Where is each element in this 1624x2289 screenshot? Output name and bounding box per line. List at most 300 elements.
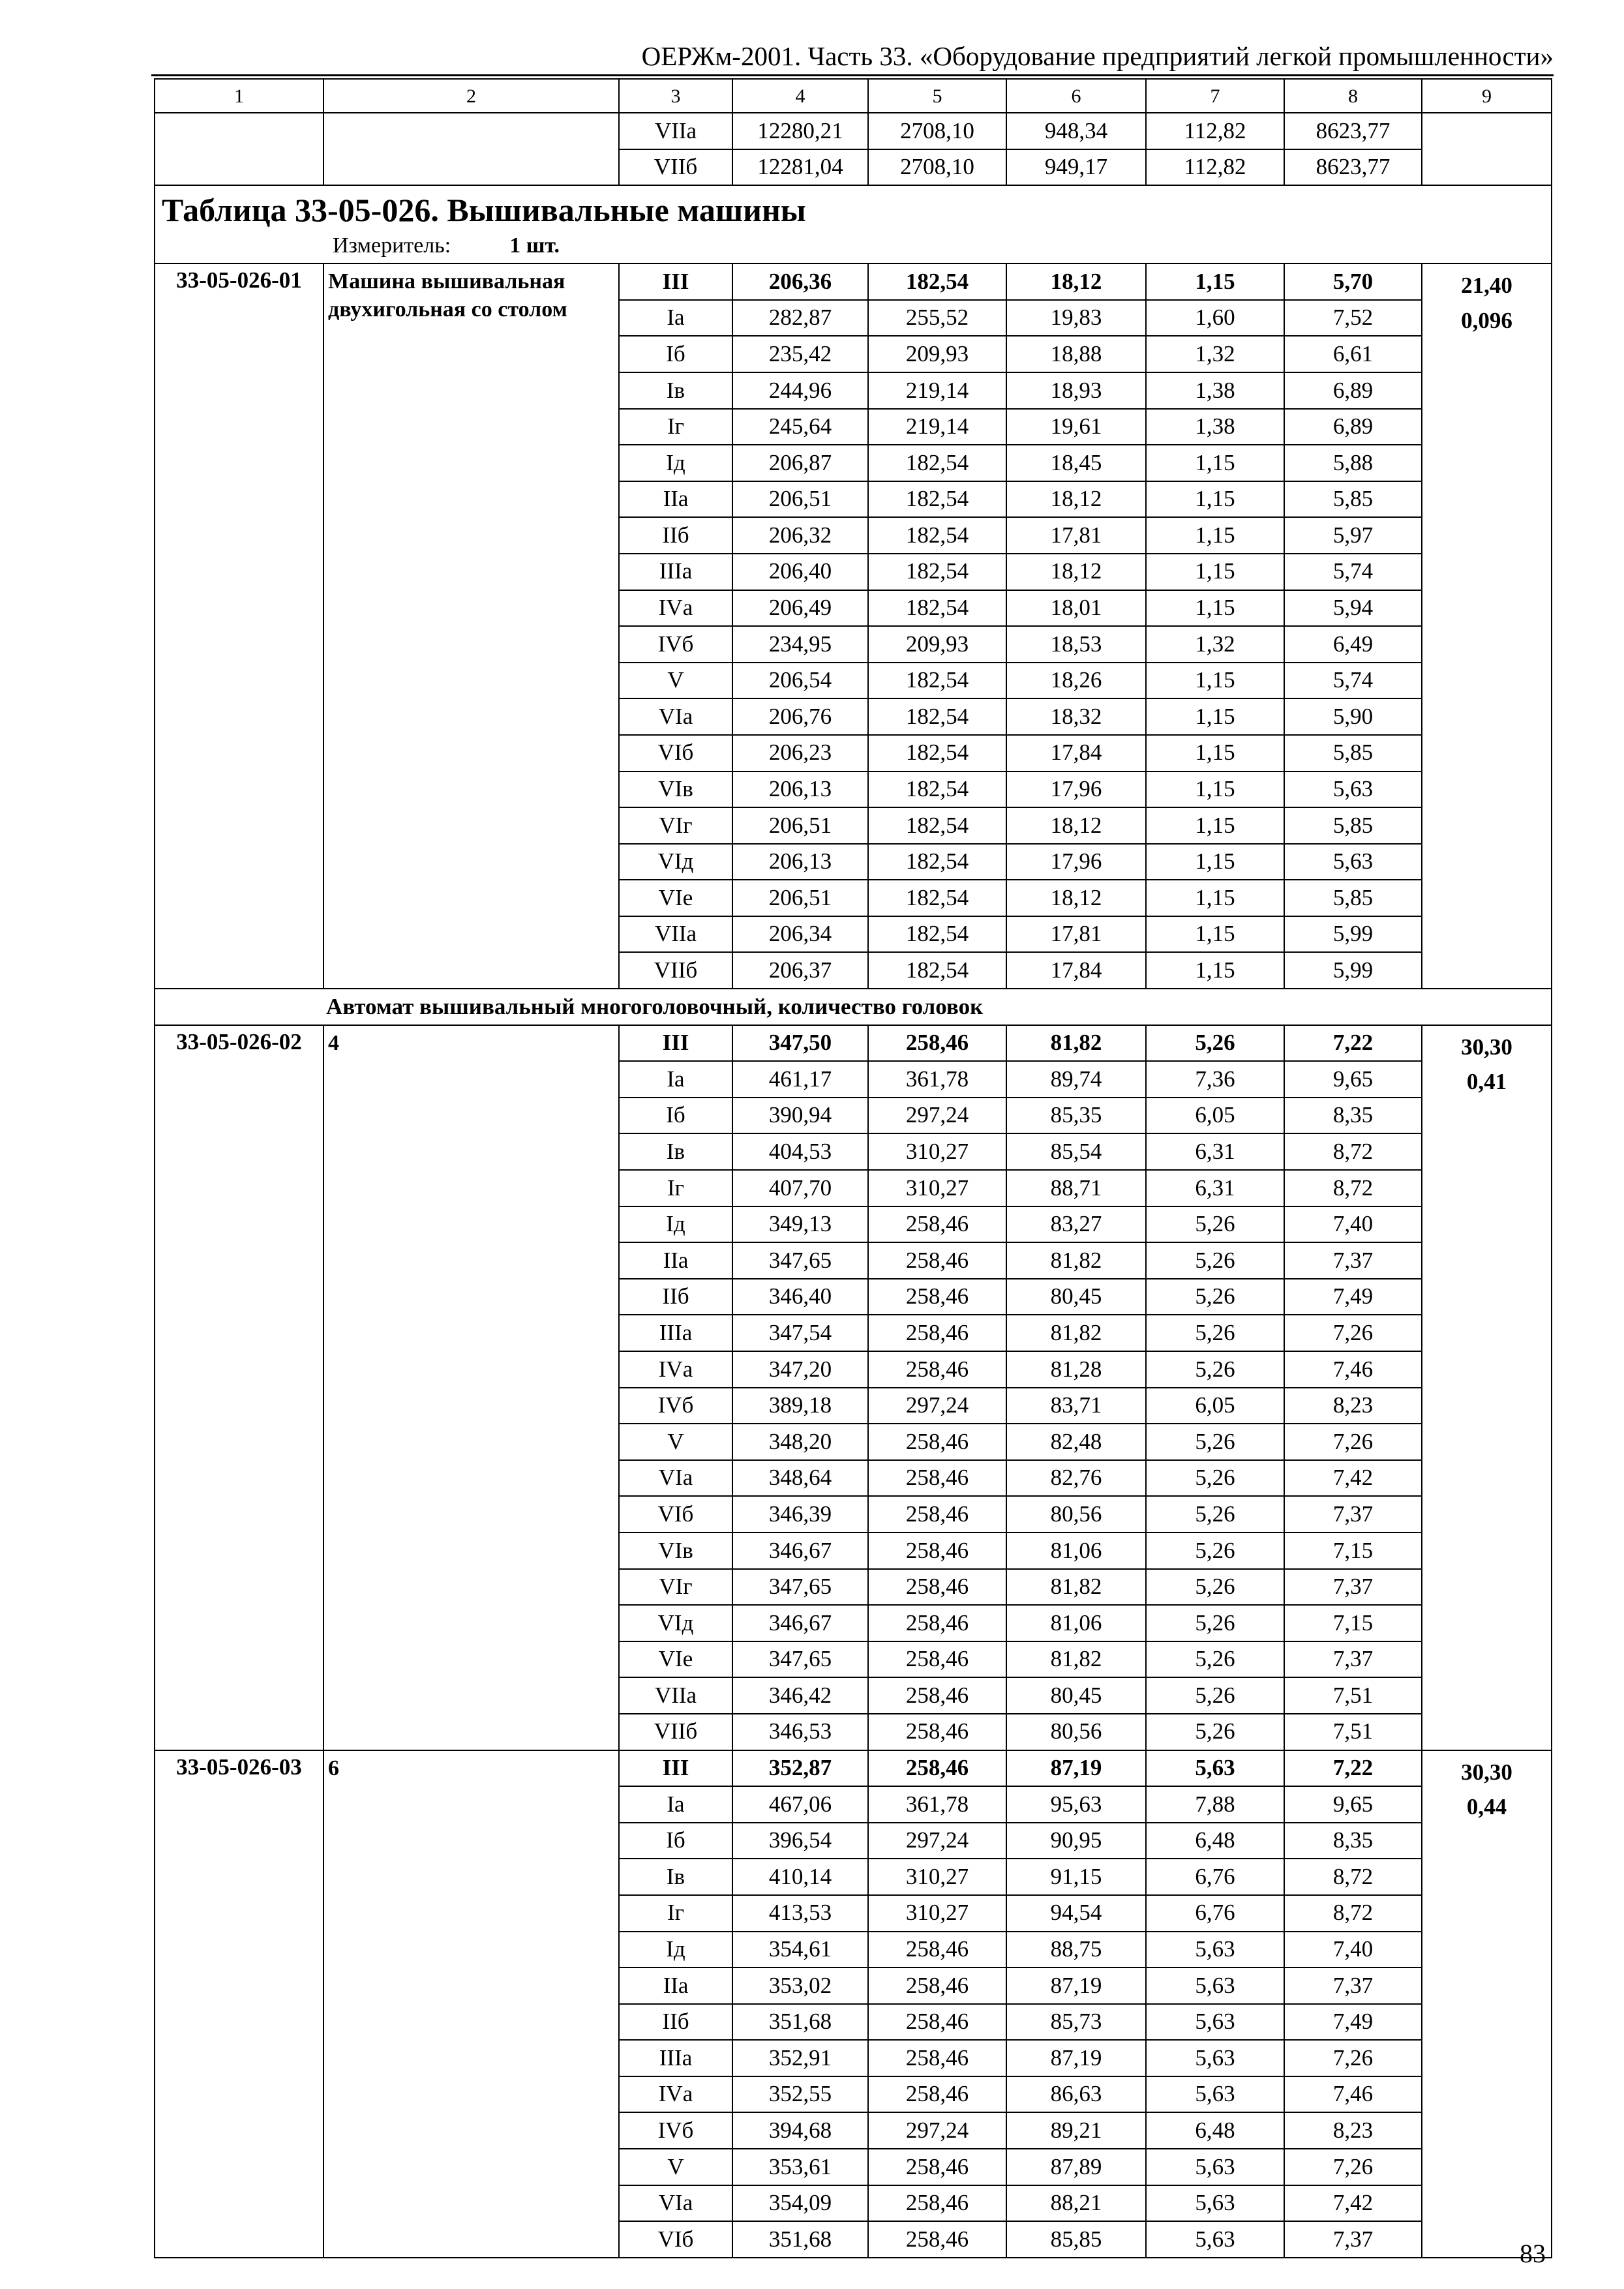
- region-cell: IVб: [619, 1388, 732, 1424]
- value-cell: 7,15: [1284, 1605, 1422, 1641]
- value-cell: 5,74: [1284, 554, 1422, 590]
- column-number-row: [155, 79, 1552, 113]
- region-cell: VIд: [619, 844, 732, 880]
- unit-line: [162, 232, 1551, 260]
- value-cell: 258,46: [868, 1750, 1006, 1787]
- region-cell: Iа: [619, 1061, 732, 1098]
- value-cell: 206,23: [732, 735, 868, 771]
- value-cell: 7,37: [1284, 1242, 1422, 1279]
- value-cell: 9,65: [1284, 1786, 1422, 1823]
- value-cell: 258,46: [868, 1242, 1006, 1279]
- value-cell: 182,54: [868, 844, 1006, 880]
- region-cell: III: [619, 1750, 732, 1787]
- value-cell: 81,28: [1006, 1351, 1146, 1388]
- value-cell: 182,54: [868, 554, 1006, 590]
- region-cell: IVб: [619, 2112, 732, 2149]
- value-cell: 5,26: [1146, 1677, 1284, 1714]
- value-cell: 18,88: [1006, 336, 1146, 372]
- value-cell: 7,46: [1284, 1351, 1422, 1388]
- value-cell: 206,34: [732, 916, 868, 953]
- table-title-cell: [155, 185, 1552, 263]
- column-number: 1: [155, 79, 323, 113]
- value-cell: 5,85: [1284, 807, 1422, 844]
- value-cell: 17,81: [1006, 517, 1146, 554]
- value-cell: 1,32: [1146, 626, 1284, 663]
- value-cell: 206,13: [732, 771, 868, 808]
- value-cell: 5,26: [1146, 1641, 1284, 1678]
- value-cell: 5,26: [1146, 1714, 1284, 1750]
- value-cell: 1,15: [1146, 771, 1284, 808]
- value-cell: 394,68: [732, 2112, 868, 2149]
- value-cell: 5,85: [1284, 735, 1422, 771]
- region-cell: VIа: [619, 2185, 732, 2222]
- region-cell: Iд: [619, 1206, 732, 1243]
- value-cell: 18,45: [1006, 445, 1146, 481]
- value-cell: 1,15: [1146, 517, 1284, 554]
- value-cell: 347,20: [732, 1351, 868, 1388]
- value-cell: 8,35: [1284, 1098, 1422, 1134]
- value-cell: 6,05: [1146, 1098, 1284, 1134]
- value-cell: 81,82: [1006, 1569, 1146, 1606]
- value-cell: 7,26: [1284, 1315, 1422, 1351]
- value-cell: 206,51: [732, 880, 868, 916]
- value-cell: 88,21: [1006, 2185, 1146, 2222]
- value-cell: 5,70: [1284, 263, 1422, 300]
- value-cell: 361,78: [868, 1061, 1006, 1098]
- value-cell: 87,19: [1006, 2040, 1146, 2076]
- value-cell: 94,54: [1006, 1895, 1146, 1932]
- value-cell: 351,68: [732, 2221, 868, 2258]
- value-cell: 7,26: [1284, 2040, 1422, 2076]
- value-cell: 8,72: [1284, 1895, 1422, 1932]
- value-cell: 5,26: [1146, 1496, 1284, 1533]
- column-number: 8: [1284, 79, 1422, 113]
- value-cell: 396,54: [732, 1823, 868, 1859]
- value-cell: 5,63: [1146, 1932, 1284, 1968]
- value-cell: 258,46: [868, 1424, 1006, 1460]
- region-cell: Iб: [619, 1823, 732, 1859]
- value-cell: 81,82: [1006, 1025, 1146, 1062]
- side-cell: [1422, 113, 1552, 185]
- region-cell: III: [619, 263, 732, 300]
- value-cell: 8,72: [1284, 1133, 1422, 1170]
- region-cell: VIг: [619, 1569, 732, 1606]
- value-cell: 346,67: [732, 1533, 868, 1569]
- value-cell: 347,65: [732, 1569, 868, 1606]
- rate-name: 6: [323, 1750, 619, 2258]
- value-cell: 18,12: [1006, 554, 1146, 590]
- name-cell: [323, 113, 619, 185]
- value-cell: 354,61: [732, 1932, 868, 1968]
- value-cell: 258,46: [868, 2221, 1006, 2258]
- value-cell: 5,26: [1146, 1025, 1284, 1062]
- section-row: [155, 989, 1552, 1025]
- value-cell: 17,96: [1006, 844, 1146, 880]
- value-cell: 297,24: [868, 1388, 1006, 1424]
- region-cell: IIб: [619, 1279, 732, 1315]
- value-cell: 255,52: [868, 300, 1006, 337]
- value-cell: 258,46: [868, 2040, 1006, 2076]
- region-cell: IIб: [619, 2004, 732, 2041]
- summary-row: [155, 263, 1552, 300]
- value-cell: 85,73: [1006, 2004, 1146, 2041]
- column-number: 9: [1422, 79, 1552, 113]
- rate-code: 33-05-026-02: [155, 1025, 323, 1750]
- value-cell: 89,74: [1006, 1061, 1146, 1098]
- region-cell: Iа: [619, 1786, 732, 1823]
- value-cell: 7,26: [1284, 2149, 1422, 2185]
- value-cell: 8623,77: [1284, 149, 1422, 186]
- region-cell: VIг: [619, 807, 732, 844]
- value-cell: 206,37: [732, 952, 868, 989]
- value-cell: 7,52: [1284, 300, 1422, 337]
- value-cell: 6,31: [1146, 1133, 1284, 1170]
- value-cell: 7,46: [1284, 2076, 1422, 2113]
- value-cell: 83,27: [1006, 1206, 1146, 1243]
- value-cell: 235,42: [732, 336, 868, 372]
- value-cell: 6,49: [1284, 626, 1422, 663]
- value-cell: 258,46: [868, 1932, 1006, 1968]
- region-cell: VIIа: [619, 916, 732, 953]
- region-cell: VIб: [619, 1496, 732, 1533]
- side-cell: [1422, 1750, 1552, 2258]
- rate-code: 33-05-026-01: [155, 263, 323, 989]
- column-number: 2: [323, 79, 619, 113]
- value-cell: 5,74: [1284, 663, 1422, 699]
- value-cell: 87,19: [1006, 1967, 1146, 2004]
- region-cell: V: [619, 663, 732, 699]
- value-cell: 258,46: [868, 1641, 1006, 1678]
- region-cell: VIе: [619, 880, 732, 916]
- value-cell: 282,87: [732, 300, 868, 337]
- value-cell: 182,54: [868, 481, 1006, 518]
- section-title: Автомат вышивальный многоголовочный, количество головок: [155, 989, 1552, 1025]
- side-value: 21,40: [1461, 273, 1512, 299]
- value-cell: 7,22: [1284, 1025, 1422, 1062]
- value-cell: 5,99: [1284, 952, 1422, 989]
- value-cell: 310,27: [868, 1859, 1006, 1895]
- value-cell: 1,15: [1146, 952, 1284, 989]
- value-cell: 206,51: [732, 481, 868, 518]
- value-cell: 81,06: [1006, 1533, 1146, 1569]
- value-cell: 5,26: [1146, 1206, 1284, 1243]
- value-cell: 18,12: [1006, 481, 1146, 518]
- value-cell: 182,54: [868, 735, 1006, 771]
- value-cell: 410,14: [732, 1859, 868, 1895]
- value-cell: 206,32: [732, 517, 868, 554]
- value-cell: 1,15: [1146, 735, 1284, 771]
- value-cell: 346,40: [732, 1279, 868, 1315]
- value-cell: 5,63: [1146, 2149, 1284, 2185]
- side-value: 0,096: [1461, 307, 1512, 333]
- value-cell: 5,63: [1146, 2040, 1284, 2076]
- region-cell: IIа: [619, 481, 732, 518]
- value-cell: 346,53: [732, 1714, 868, 1750]
- value-cell: 5,97: [1284, 517, 1422, 554]
- value-cell: 245,64: [732, 409, 868, 445]
- table-title: Таблица 33-05-026. Вышивальные машины: [162, 192, 806, 229]
- value-cell: 18,32: [1006, 698, 1146, 735]
- code-cell: [155, 113, 323, 185]
- value-cell: 5,26: [1146, 1351, 1284, 1388]
- value-cell: 258,46: [868, 2076, 1006, 2113]
- value-cell: 297,24: [868, 1098, 1006, 1134]
- value-cell: 182,54: [868, 698, 1006, 735]
- value-cell: 7,37: [1284, 1569, 1422, 1606]
- value-cell: 413,53: [732, 1895, 868, 1932]
- value-cell: 6,48: [1146, 2112, 1284, 2149]
- value-cell: 347,50: [732, 1025, 868, 1062]
- value-cell: 95,63: [1006, 1786, 1146, 1823]
- region-cell: V: [619, 1424, 732, 1460]
- value-cell: 5,94: [1284, 590, 1422, 627]
- value-cell: 87,89: [1006, 2149, 1146, 2185]
- value-cell: 81,82: [1006, 1242, 1146, 1279]
- region-cell: VIв: [619, 1533, 732, 1569]
- value-cell: 17,84: [1006, 952, 1146, 989]
- value-cell: 206,87: [732, 445, 868, 481]
- value-cell: 1,15: [1146, 554, 1284, 590]
- column-number: 7: [1146, 79, 1284, 113]
- value-cell: 1,38: [1146, 372, 1284, 409]
- value-cell: 182,54: [868, 916, 1006, 953]
- value-cell: 5,85: [1284, 880, 1422, 916]
- region-cell: VIа: [619, 1460, 732, 1497]
- value-cell: 7,49: [1284, 2004, 1422, 2041]
- value-cell: 1,15: [1146, 590, 1284, 627]
- value-cell: 18,93: [1006, 372, 1146, 409]
- value-cell: 182,54: [868, 517, 1006, 554]
- value-cell: 182,54: [868, 663, 1006, 699]
- column-number: 4: [732, 79, 868, 113]
- value-cell: 12281,04: [732, 149, 868, 186]
- value-cell: 1,15: [1146, 807, 1284, 844]
- value-cell: 80,45: [1006, 1677, 1146, 1714]
- region-cell: Iв: [619, 1859, 732, 1895]
- value-cell: 7,51: [1284, 1677, 1422, 1714]
- rate-name: Машина вышивальная двухигольная со столом: [323, 263, 619, 989]
- value-cell: 7,88: [1146, 1786, 1284, 1823]
- value-cell: 91,15: [1006, 1859, 1146, 1895]
- region-cell: VIв: [619, 771, 732, 808]
- region-cell: Iа: [619, 300, 732, 337]
- region-cell: IVб: [619, 626, 732, 663]
- value-cell: 5,99: [1284, 916, 1422, 953]
- value-cell: 352,91: [732, 2040, 868, 2076]
- value-cell: 18,12: [1006, 880, 1146, 916]
- region-cell: IIа: [619, 1967, 732, 2004]
- value-cell: 18,26: [1006, 663, 1146, 699]
- value-cell: 5,26: [1146, 1460, 1284, 1497]
- value-cell: 7,36: [1146, 1061, 1284, 1098]
- value-cell: 87,19: [1006, 1750, 1146, 1787]
- region-cell: VIе: [619, 1641, 732, 1678]
- value-cell: 219,14: [868, 372, 1006, 409]
- rates-table-body: [155, 79, 1552, 2258]
- value-cell: 1,15: [1146, 844, 1284, 880]
- region-cell: Iв: [619, 1133, 732, 1170]
- summary-row: [155, 1750, 1552, 1787]
- side-cell: [1422, 263, 1552, 989]
- value-cell: 8,72: [1284, 1170, 1422, 1206]
- value-cell: 80,56: [1006, 1496, 1146, 1533]
- value-cell: 2708,10: [868, 149, 1006, 186]
- value-cell: 82,76: [1006, 1460, 1146, 1497]
- value-cell: 258,46: [868, 1496, 1006, 1533]
- value-cell: 1,60: [1146, 300, 1284, 337]
- region-cell: VIа: [619, 698, 732, 735]
- value-cell: 5,88: [1284, 445, 1422, 481]
- region-cell: VIIа: [619, 1677, 732, 1714]
- value-cell: 1,15: [1146, 916, 1284, 953]
- value-cell: 234,95: [732, 626, 868, 663]
- value-cell: 81,82: [1006, 1315, 1146, 1351]
- value-cell: 258,46: [868, 1677, 1006, 1714]
- continuation-row: [155, 113, 1552, 149]
- value-cell: 18,12: [1006, 263, 1146, 300]
- value-cell: 258,46: [868, 1967, 1006, 2004]
- value-cell: 9,65: [1284, 1061, 1422, 1098]
- value-cell: 310,27: [868, 1133, 1006, 1170]
- header-rule: [151, 74, 1554, 76]
- value-cell: 7,26: [1284, 1424, 1422, 1460]
- value-cell: 354,09: [732, 2185, 868, 2222]
- value-cell: 12280,21: [732, 113, 868, 149]
- value-cell: 90,95: [1006, 1823, 1146, 1859]
- side-value: 0,44: [1466, 1794, 1507, 1820]
- region-cell: VIIб: [619, 1714, 732, 1750]
- value-cell: 5,63: [1146, 2185, 1284, 2222]
- value-cell: 80,45: [1006, 1279, 1146, 1315]
- region-cell: V: [619, 2149, 732, 2185]
- region-cell: IVа: [619, 590, 732, 627]
- value-cell: 5,26: [1146, 1279, 1284, 1315]
- region-cell: VIд: [619, 1605, 732, 1641]
- value-cell: 206,76: [732, 698, 868, 735]
- value-cell: 352,55: [732, 2076, 868, 2113]
- value-cell: 353,61: [732, 2149, 868, 2185]
- value-cell: 182,54: [868, 590, 1006, 627]
- value-cell: 1,15: [1146, 663, 1284, 699]
- region-cell: Iб: [619, 1098, 732, 1134]
- value-cell: 258,46: [868, 1460, 1006, 1497]
- value-cell: 352,87: [732, 1750, 868, 1787]
- value-cell: 206,40: [732, 554, 868, 590]
- value-cell: 85,54: [1006, 1133, 1146, 1170]
- value-cell: 258,46: [868, 2149, 1006, 2185]
- region-cell: IVа: [619, 1351, 732, 1388]
- value-cell: 7,22: [1284, 1750, 1422, 1787]
- value-cell: 88,75: [1006, 1932, 1146, 1968]
- value-cell: 5,26: [1146, 1424, 1284, 1460]
- value-cell: 6,76: [1146, 1859, 1284, 1895]
- value-cell: 81,82: [1006, 1641, 1146, 1678]
- value-cell: 206,51: [732, 807, 868, 844]
- value-cell: VIIб: [619, 149, 732, 186]
- value-cell: 6,61: [1284, 336, 1422, 372]
- value-cell: 347,54: [732, 1315, 868, 1351]
- value-cell: 17,96: [1006, 771, 1146, 808]
- value-cell: 1,15: [1146, 698, 1284, 735]
- rate-code: 33-05-026-03: [155, 1750, 323, 2258]
- value-cell: 310,27: [868, 1895, 1006, 1932]
- value-cell: 6,89: [1284, 372, 1422, 409]
- value-cell: 5,26: [1146, 1242, 1284, 1279]
- value-cell: 361,78: [868, 1786, 1006, 1823]
- value-cell: 206,13: [732, 844, 868, 880]
- side-value: 30,30: [1461, 1034, 1512, 1060]
- table-title-row: [155, 185, 1552, 263]
- value-cell: 7,15: [1284, 1533, 1422, 1569]
- value-cell: 7,42: [1284, 2185, 1422, 2222]
- value-cell: 297,24: [868, 2112, 1006, 2149]
- value-cell: 86,63: [1006, 2076, 1146, 2113]
- value-cell: 258,46: [868, 1533, 1006, 1569]
- value-cell: 182,54: [868, 807, 1006, 844]
- value-cell: 7,40: [1284, 1932, 1422, 1968]
- value-cell: 80,56: [1006, 1714, 1146, 1750]
- value-cell: 7,37: [1284, 1641, 1422, 1678]
- rates-table: [154, 78, 1552, 2258]
- value-cell: 8,72: [1284, 1859, 1422, 1895]
- value-cell: 7,49: [1284, 1279, 1422, 1315]
- value-cell: 206,49: [732, 590, 868, 627]
- side-value: 30,30: [1461, 1759, 1512, 1785]
- value-cell: 182,54: [868, 771, 1006, 808]
- value-cell: 8,23: [1284, 1388, 1422, 1424]
- value-cell: 18,01: [1006, 590, 1146, 627]
- region-cell: IIIа: [619, 1315, 732, 1351]
- value-cell: 258,46: [868, 1025, 1006, 1062]
- value-cell: 348,20: [732, 1424, 868, 1460]
- value-cell: 81,06: [1006, 1605, 1146, 1641]
- side-value: 0,41: [1466, 1069, 1507, 1095]
- value-cell: VIIа: [619, 113, 732, 149]
- side-cell: [1422, 1025, 1552, 1750]
- region-cell: IIIа: [619, 2040, 732, 2076]
- value-cell: 258,46: [868, 2185, 1006, 2222]
- value-cell: 112,82: [1146, 149, 1284, 186]
- value-cell: 209,93: [868, 336, 1006, 372]
- region-cell: IVа: [619, 2076, 732, 2113]
- value-cell: 346,39: [732, 1496, 868, 1533]
- unit-label: Измеритель:: [333, 233, 451, 258]
- value-cell: 5,90: [1284, 698, 1422, 735]
- rate-name: 4: [323, 1025, 619, 1750]
- value-cell: 407,70: [732, 1170, 868, 1206]
- value-cell: 349,13: [732, 1206, 868, 1243]
- value-cell: 182,54: [868, 263, 1006, 300]
- value-cell: 182,54: [868, 880, 1006, 916]
- value-cell: 297,24: [868, 1823, 1006, 1859]
- value-cell: 346,42: [732, 1677, 868, 1714]
- value-cell: 85,85: [1006, 2221, 1146, 2258]
- column-number: 5: [868, 79, 1006, 113]
- value-cell: 258,46: [868, 1569, 1006, 1606]
- region-cell: VIб: [619, 2221, 732, 2258]
- value-cell: 182,54: [868, 445, 1006, 481]
- value-cell: 182,54: [868, 952, 1006, 989]
- value-cell: 5,63: [1146, 2076, 1284, 2113]
- page-number: 83: [1520, 2239, 1546, 2268]
- region-cell: Iг: [619, 1170, 732, 1206]
- value-cell: 18,12: [1006, 807, 1146, 844]
- column-number: 3: [619, 79, 732, 113]
- value-cell: 467,06: [732, 1786, 868, 1823]
- value-cell: 389,18: [732, 1388, 868, 1424]
- value-cell: 347,65: [732, 1242, 868, 1279]
- value-cell: 5,85: [1284, 481, 1422, 518]
